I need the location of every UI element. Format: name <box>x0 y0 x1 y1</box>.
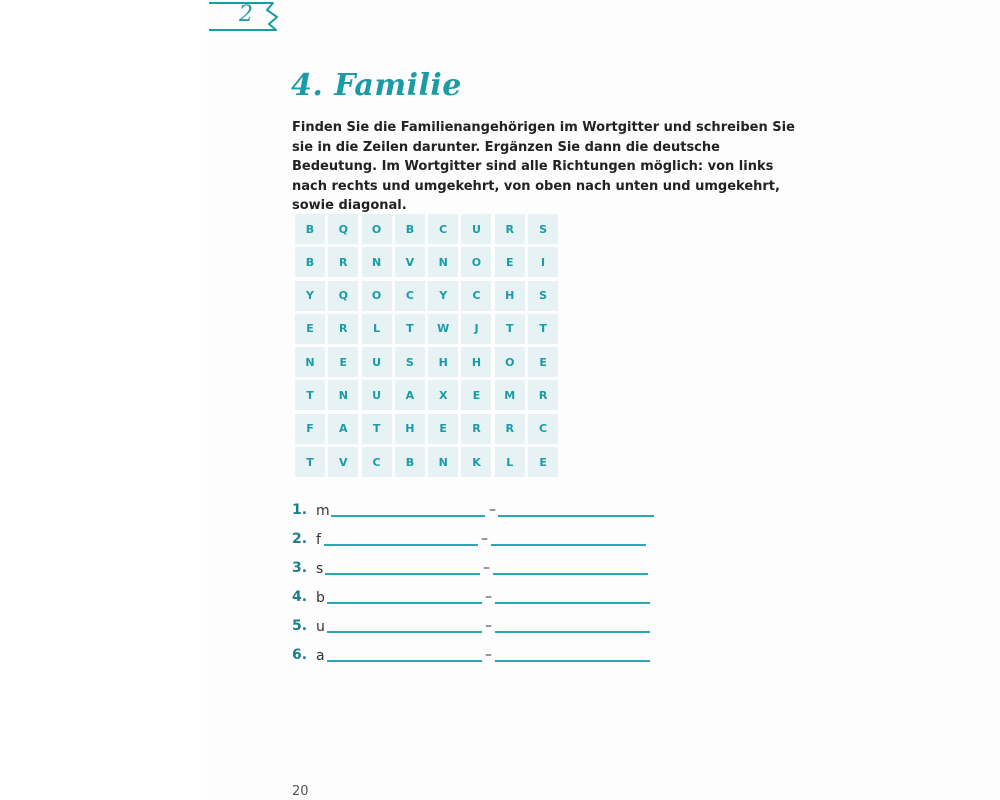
grid-cell: N <box>362 247 392 277</box>
separator-dash: – <box>481 531 488 547</box>
grid-cell: K <box>461 447 491 477</box>
grid-cell: R <box>328 247 358 277</box>
grid-cell: E <box>461 380 491 410</box>
grid-cell: T <box>395 314 425 344</box>
grid-cell: I <box>528 247 558 277</box>
grid-cell: E <box>328 347 358 377</box>
grid-cell: R <box>528 380 558 410</box>
grid-cell: E <box>528 447 558 477</box>
grid-cell: U <box>461 214 491 244</box>
grid-cell: N <box>428 447 458 477</box>
english-answer-line[interactable] <box>327 660 482 662</box>
answer-start-letter: a <box>316 648 325 664</box>
english-answer-line[interactable] <box>331 515 485 517</box>
answer-row <box>292 616 672 638</box>
answer-start-letter: m <box>316 503 330 519</box>
answer-number: 5. <box>292 618 308 634</box>
grid-cell: R <box>328 314 358 344</box>
separator-dash: – <box>485 618 492 634</box>
grid-cell: T <box>528 314 558 344</box>
grid-cell: B <box>395 447 425 477</box>
answer-row <box>292 645 672 667</box>
grid-cell: R <box>495 414 525 444</box>
answer-number: 1. <box>292 502 308 518</box>
grid-cell: E <box>495 247 525 277</box>
grid-cell: M <box>495 380 525 410</box>
grid-cell: Q <box>328 214 358 244</box>
answer-start-letter: b <box>316 590 325 606</box>
german-answer-line[interactable] <box>495 631 650 633</box>
grid-cell: C <box>362 447 392 477</box>
answer-number: 6. <box>292 647 308 663</box>
english-answer-line[interactable] <box>324 544 478 546</box>
answer-start-letter: f <box>316 532 321 548</box>
grid-cell: C <box>428 214 458 244</box>
grid-cell: A <box>395 380 425 410</box>
english-answer-line[interactable] <box>325 573 480 575</box>
grid-cell: Y <box>428 281 458 311</box>
answer-number: 4. <box>292 589 308 605</box>
english-answer-line[interactable] <box>327 602 482 604</box>
grid-cell: O <box>362 281 392 311</box>
grid-cell: H <box>395 414 425 444</box>
grid-cell: R <box>495 214 525 244</box>
grid-cell: N <box>428 247 458 277</box>
grid-cell: B <box>395 214 425 244</box>
grid-cell: O <box>461 247 491 277</box>
grid-cell: V <box>328 447 358 477</box>
grid-cell: H <box>461 347 491 377</box>
grid-cell: T <box>295 447 325 477</box>
word-search-grid <box>295 214 558 477</box>
grid-cell: S <box>528 281 558 311</box>
page-number: 20 <box>292 784 309 799</box>
grid-cell: H <box>495 281 525 311</box>
grid-cell: B <box>295 247 325 277</box>
grid-cell: L <box>362 314 392 344</box>
grid-cell: W <box>428 314 458 344</box>
german-answer-line[interactable] <box>493 573 648 575</box>
separator-dash: – <box>485 589 492 605</box>
separator-dash: – <box>485 647 492 663</box>
grid-cell: N <box>295 347 325 377</box>
grid-cell: O <box>495 347 525 377</box>
chapter-tab <box>207 0 282 32</box>
answer-start-letter: s <box>316 561 324 577</box>
answer-row <box>292 558 672 580</box>
exercise-title: 4. Familie <box>291 68 462 103</box>
grid-cell: U <box>362 347 392 377</box>
german-answer-line[interactable] <box>491 544 646 546</box>
answer-number: 2. <box>292 531 308 547</box>
grid-cell: T <box>495 314 525 344</box>
answer-row <box>292 500 672 522</box>
grid-cell: F <box>295 414 325 444</box>
answer-row <box>292 587 672 609</box>
grid-cell: U <box>362 380 392 410</box>
grid-cell: X <box>428 380 458 410</box>
german-answer-line[interactable] <box>495 602 650 604</box>
english-answer-line[interactable] <box>327 631 482 633</box>
grid-cell: A <box>328 414 358 444</box>
grid-cell: T <box>362 414 392 444</box>
chapter-number: 2 <box>239 2 253 27</box>
grid-cell: C <box>461 281 491 311</box>
grid-cell: H <box>428 347 458 377</box>
grid-cell: N <box>328 380 358 410</box>
grid-cell: Q <box>328 281 358 311</box>
grid-cell: E <box>528 347 558 377</box>
separator-dash: – <box>489 502 496 518</box>
answer-number: 3. <box>292 560 308 576</box>
exercise-instructions: Finden Sie die Familienangehörigen im Wortgitter und schreiben Sie sie in die Zeilen darunter. Ergänzen Sie dann die deutsche Bedeutung. Im Wortgitter sind alle Richtungen möglich: von links nach rechts und umgekehrt, von oben nach unten und umgekehrt, sowie diagonal. <box>292 120 795 213</box>
grid-cell: V <box>395 247 425 277</box>
answer-start-letter: u <box>316 619 325 635</box>
grid-cell: T <box>295 380 325 410</box>
grid-cell: S <box>528 214 558 244</box>
grid-cell: R <box>461 414 491 444</box>
grid-cell: C <box>395 281 425 311</box>
grid-cell: S <box>395 347 425 377</box>
grid-cell: O <box>362 214 392 244</box>
grid-cell: J <box>461 314 491 344</box>
german-answer-line[interactable] <box>495 660 650 662</box>
grid-cell: B <box>295 214 325 244</box>
german-answer-line[interactable] <box>498 515 654 517</box>
grid-cell: Y <box>295 281 325 311</box>
grid-cell: E <box>295 314 325 344</box>
grid-cell: C <box>528 414 558 444</box>
grid-cell: L <box>495 447 525 477</box>
grid-cell: E <box>428 414 458 444</box>
answer-row <box>292 529 672 551</box>
separator-dash: – <box>483 560 490 576</box>
